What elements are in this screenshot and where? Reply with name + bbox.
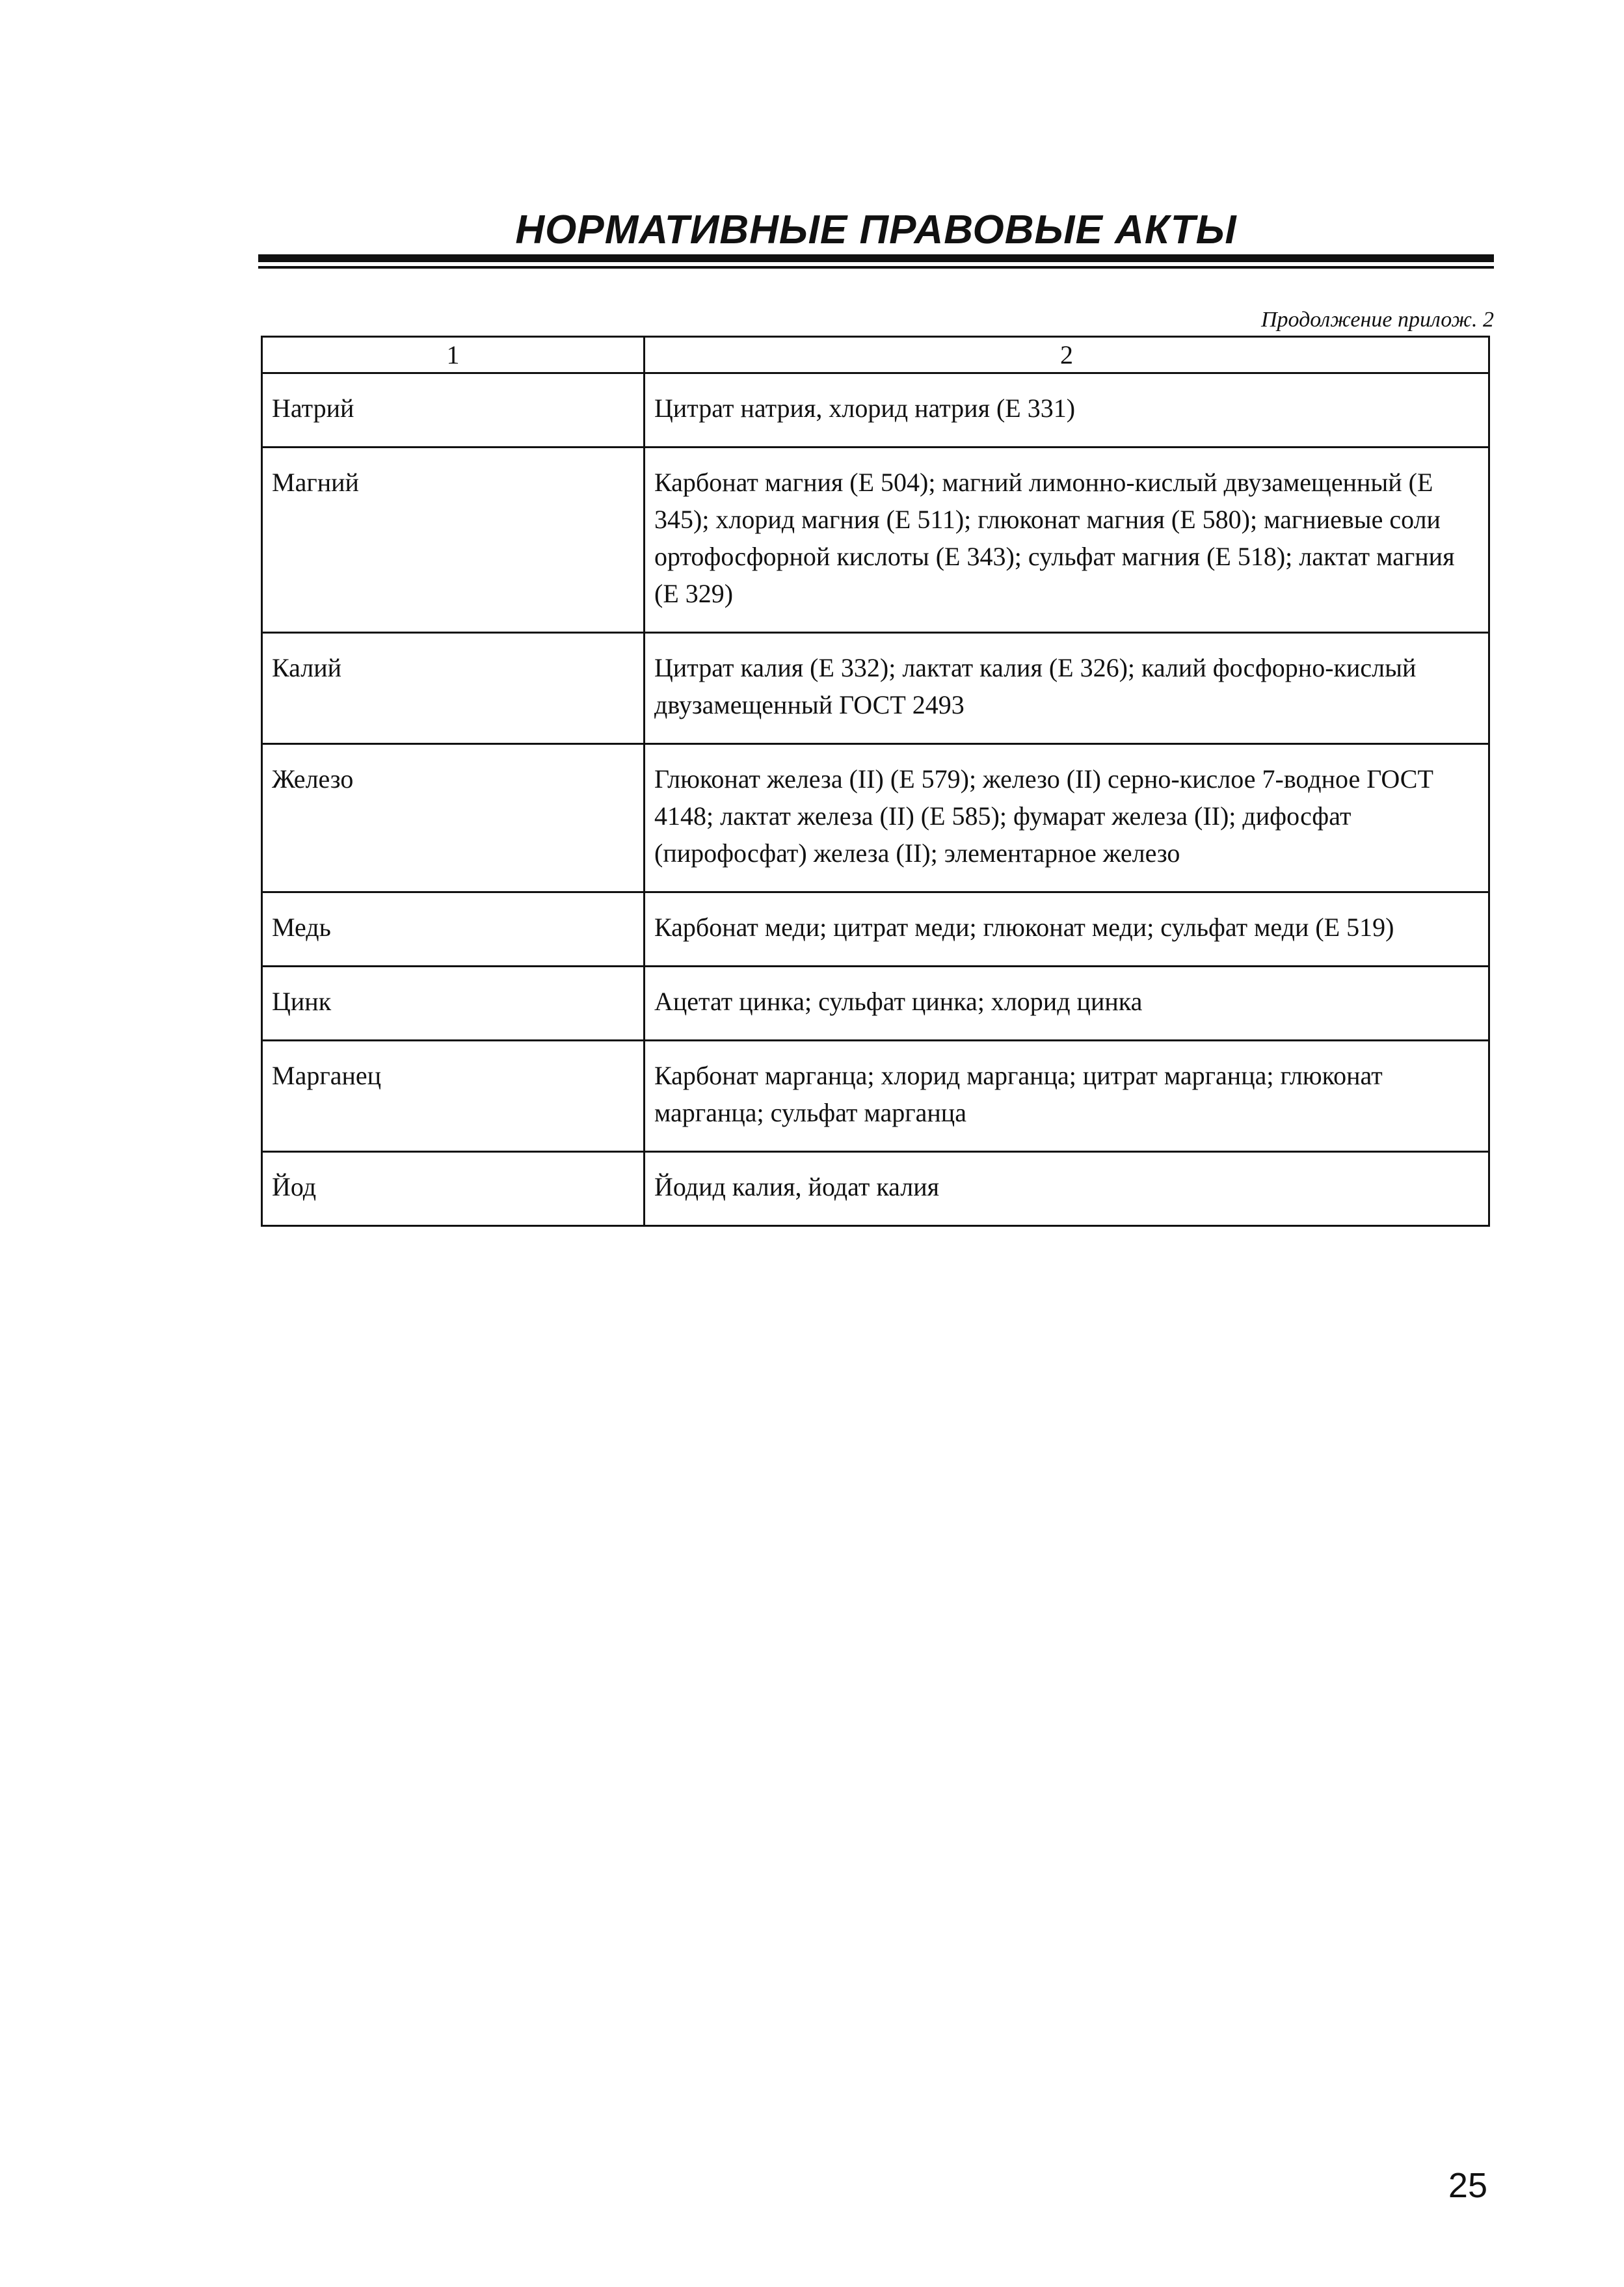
compounds-cell: Цитрат натрия, хлорид натрия (Е 331) (645, 373, 1489, 448)
element-cell: Железо (262, 744, 645, 892)
page-title: НОРМАТИВНЫЕ ПРАВОВЫЕ АКТЫ (515, 207, 1237, 252)
table-row (262, 744, 1489, 892)
table-row (262, 1152, 1489, 1226)
column-header-1: 1 (262, 337, 645, 373)
table-row (262, 1041, 1489, 1152)
compounds-cell: Карбонат магния (Е 504); магний лимонно-кислый двузамещенный (Е 345); хлорид магния (Е 511); глюконат магния (Е 580); магниевые соли ортофосфорной кислоты (Е 343); сульфат магния (Е 518); лактат магния (Е 329) (645, 448, 1489, 633)
header-rule-thin (258, 266, 1494, 269)
table-row (262, 967, 1489, 1041)
compounds-cell: Ацетат цинка; сульфат цинка; хлорид цинка (645, 967, 1489, 1041)
page-header (258, 195, 1494, 273)
table-row (262, 373, 1489, 448)
continuation-note: Продолжение прилож. 2 (1260, 308, 1494, 332)
compounds-cell: Йодид калия, йодат калия (645, 1152, 1489, 1226)
compounds-cell: Карбонат марганца; хлорид марганца; цитрат марганца; глюконат марганца; сульфат марганца (645, 1041, 1489, 1152)
element-cell: Цинк (262, 967, 645, 1041)
element-cell: Марганец (262, 1041, 645, 1152)
page-number: 25 (1448, 2166, 1487, 2205)
table-header-row (262, 337, 1489, 373)
compounds-table (261, 336, 1490, 1227)
compounds-cell: Карбонат меди; цитрат меди; глюконат меди; сульфат меди (Е 519) (645, 892, 1489, 967)
column-header-2: 2 (645, 337, 1489, 373)
table-row (262, 892, 1489, 967)
element-cell: Магний (262, 448, 645, 633)
element-cell: Йод (262, 1152, 645, 1226)
element-cell: Натрий (262, 373, 645, 448)
table-row (262, 448, 1489, 633)
element-cell: Калий (262, 633, 645, 744)
header-rule-thick (258, 254, 1494, 262)
element-cell: Медь (262, 892, 645, 967)
compounds-cell: Цитрат калия (Е 332); лактат калия (Е 326); калий фосфорно-кислый двузамещенный ГОСТ 2493 (645, 633, 1489, 744)
compounds-cell: Глюконат железа (II) (Е 579); железо (II) серно-кислое 7-водное ГОСТ 4148; лактат железа (II) (Е 585); фумарат железа (II); дифосфат (пирофосфат) железа (II); элементарное железо (645, 744, 1489, 892)
table-row (262, 633, 1489, 744)
